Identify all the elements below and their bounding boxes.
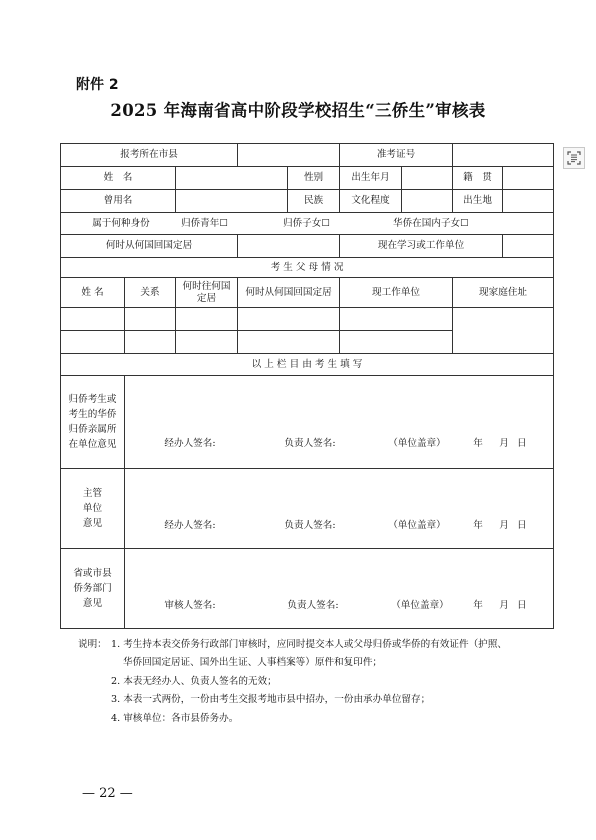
parent1-name-value[interactable] (61, 308, 125, 331)
note-item: 华侨回国定居证、国外出生证、人事档案等）原件和复印件； (123, 657, 383, 669)
former-name-label: 曾用名 (61, 190, 176, 213)
opinion-supervisor-year: 年 (473, 520, 483, 532)
opinion-supervisor-area[interactable] (125, 469, 554, 549)
parent-address-header: 现家庭住址 (453, 278, 554, 308)
exam-location-value[interactable] (238, 144, 340, 167)
name-label: 姓 名 (61, 167, 176, 190)
birthplace-value[interactable] (503, 190, 554, 213)
parent-name-header: 姓 名 (61, 278, 125, 308)
row-identity (61, 213, 554, 235)
identity-label: 属于何种身份 (92, 217, 150, 229)
row-parents-title (61, 258, 554, 278)
opinion-unit-year: 年 (473, 438, 483, 450)
opinion-unit-handler: 经办人签名: (164, 438, 216, 450)
parent-returned-header: 何时从何国回国定居 (238, 278, 340, 308)
notes-section (78, 636, 558, 728)
parent2-went-abroad-value[interactable] (176, 331, 238, 354)
row-return-info (61, 235, 554, 258)
native-place-label: 籍 贯 (453, 167, 503, 190)
opinion-unit-day: 日 (517, 438, 527, 450)
parent1-relation-value[interactable] (125, 308, 176, 331)
identity-option-overseas-child[interactable]: 华侨在国内子女☐ (393, 217, 469, 229)
parent2-relation-value[interactable] (125, 331, 176, 354)
parent-address-value[interactable] (453, 308, 554, 354)
identity-option-returnee-child[interactable]: 归侨子女☐ (283, 217, 330, 229)
opinion-qiaowu-label: 省或市县侨务部门意见 (61, 549, 125, 629)
page-number: — 22 — (82, 786, 133, 801)
birthplace-label: 出生地 (453, 190, 503, 213)
birth-label: 出生年月 (340, 167, 402, 190)
education-value[interactable] (402, 190, 453, 213)
opinion-qiaowu-day: 日 (517, 600, 527, 612)
opinion-unit-leader: 负责人签名: (284, 438, 336, 450)
name-value[interactable] (176, 167, 288, 190)
opinion-unit-seal: （单位盖章） (388, 438, 446, 450)
row-parents-header (61, 278, 554, 308)
note-item: 2. 本表无经办人、负责人签名的无效； (111, 675, 277, 687)
parent-work-unit-header: 现工作单位 (340, 278, 453, 308)
note-item: 1. 考生持本表交侨务行政部门审核时，应同时提交本人或父母归侨或华侨的有效证件（护照、 (111, 639, 507, 650)
ocr-scan-button[interactable] (563, 147, 585, 169)
row-basic-info (61, 167, 554, 190)
former-name-value[interactable] (176, 190, 288, 213)
row-opinion-supervisor (61, 469, 554, 549)
row-opinion-qiaowu (61, 549, 554, 629)
gender-label: 性别 (288, 167, 340, 190)
identity-option-returned-youth[interactable]: 归侨青年☐ (181, 217, 228, 229)
opinion-qiaowu-year: 年 (473, 600, 483, 612)
attachment-label: 附件 2 (76, 77, 119, 93)
opinion-qiaowu-month: 月 (499, 600, 509, 612)
parent2-name-value[interactable] (61, 331, 125, 354)
row-filled-by (61, 354, 554, 376)
opinion-supervisor-day: 日 (517, 520, 527, 532)
row-exam-info (61, 144, 554, 167)
opinion-supervisor-handler: 经办人签名: (164, 520, 216, 532)
row-opinion-unit (61, 376, 554, 469)
opinion-supervisor-leader: 负责人签名: (284, 520, 336, 532)
note-item: 3. 本表一式两份，一份由考生交报考地市县中招办，一份由承办单位留存； (111, 694, 431, 706)
document-title: 2025 年海南省高中阶段学校招生“三侨生”审核表 (110, 101, 486, 120)
opinion-unit-area[interactable] (125, 376, 554, 469)
opinion-qiaowu-leader: 负责人签名: (287, 600, 339, 612)
education-label: 文化程度 (340, 190, 402, 213)
notes-lead: 说明： (78, 639, 107, 650)
current-unit-value[interactable] (503, 235, 554, 258)
ethnicity-label: 民族 (288, 190, 340, 213)
exam-location-label: 报考所在市县 (61, 144, 238, 167)
filled-by-notice: 以 上 栏 目 由 考 生 填 写 (61, 354, 554, 376)
current-unit-label: 现在学习或工作单位 (340, 235, 503, 258)
return-date-label: 何时从何国回国定居 (61, 235, 238, 258)
parent2-returned-value[interactable] (238, 331, 340, 354)
parent-went-abroad-header: 何时往何国定居 (176, 278, 238, 308)
table-row (61, 308, 554, 331)
parent1-work-unit-value[interactable] (340, 308, 453, 331)
parent1-went-abroad-value[interactable] (176, 308, 238, 331)
opinion-supervisor-month: 月 (499, 520, 509, 532)
parents-section-title: 考 生 父 母 情 况 (61, 258, 554, 278)
opinion-qiaowu-area[interactable] (125, 549, 554, 629)
opinion-supervisor-seal: （单位盖章） (388, 520, 446, 532)
note-item: 4. 审核单位：各市县侨务办。 (111, 712, 239, 724)
opinion-qiaowu-reviewer: 审核人签名: (164, 600, 216, 612)
parent1-returned-value[interactable] (238, 308, 340, 331)
birth-value[interactable] (402, 167, 453, 190)
opinion-qiaowu-seal: （单位盖章） (391, 600, 449, 612)
native-place-value[interactable] (503, 167, 554, 190)
ocr-scan-icon (567, 151, 581, 165)
opinion-supervisor-label: 主管单位意见 (61, 469, 125, 549)
row-extra-info (61, 190, 554, 213)
opinion-unit-label: 归侨考生或考生的华侨归侨亲属所在单位意见 (61, 376, 125, 469)
parent2-work-unit-value[interactable] (340, 331, 453, 354)
exam-number-value[interactable] (453, 144, 554, 167)
review-form-table (60, 143, 554, 629)
return-date-value[interactable] (238, 235, 340, 258)
parent-relation-header: 关系 (125, 278, 176, 308)
opinion-unit-month: 月 (499, 438, 509, 450)
exam-number-label: 准考证号 (340, 144, 453, 167)
